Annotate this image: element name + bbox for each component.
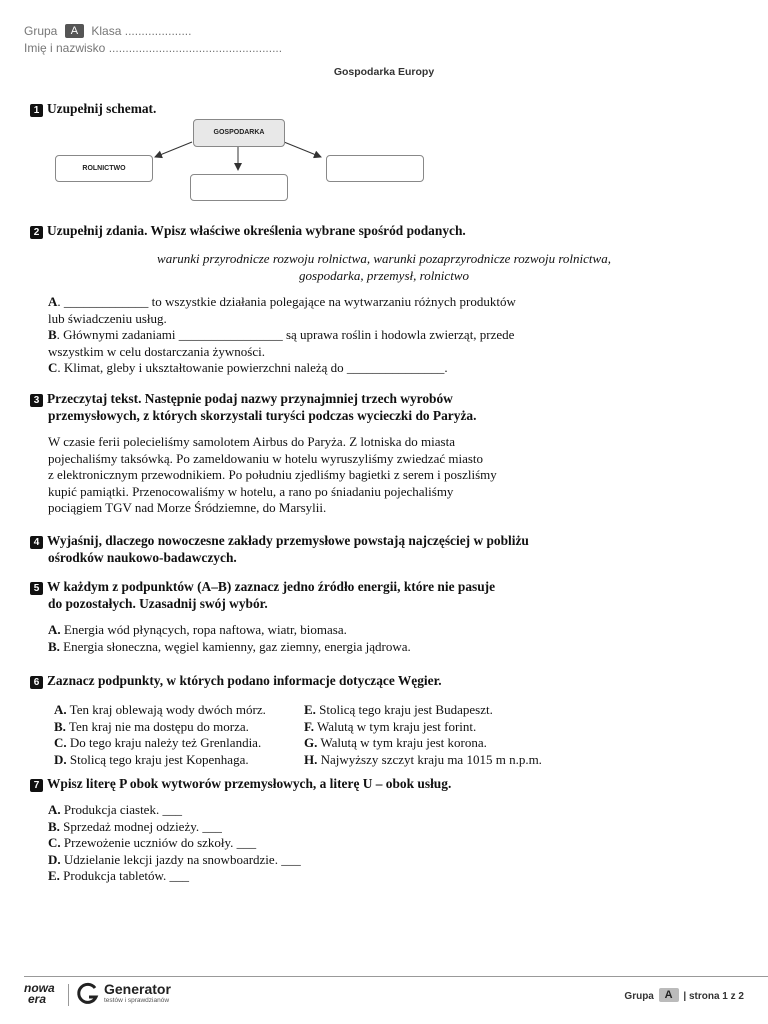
item-text: Walutą w tym kraju jest korona. [317, 735, 487, 750]
item-label: C. [48, 835, 61, 850]
generator-text: Generator [104, 981, 171, 997]
q6-right-column [304, 702, 542, 768]
item-label: E. [304, 702, 316, 717]
question-2 [30, 222, 466, 239]
item-text: Produkcja ciastek. ___ [60, 802, 182, 817]
question-7 [30, 775, 451, 792]
item-a-text: Energia wód płynących, ropa naftowa, wiatr, biomasa. [60, 622, 347, 637]
footer-group-badge: A [659, 988, 679, 1002]
item-label: B. [48, 818, 60, 834]
question-text-line-2: przemysłowych, z których skorzystali turyści podczas wycieczki do Paryża. [48, 408, 477, 423]
question-text-line-1: Wyjaśnij, dlaczego nowoczesne zakłady przemysłowe powstają najczęściej w pobliżu [47, 533, 529, 548]
question-text: Uzupełnij zdania. Wpisz właściwe określenia wybrane spośród podanych. [47, 223, 466, 238]
footer-divider [24, 976, 768, 977]
page-number: | strona 1 z 2 [683, 991, 744, 1002]
logo-text-2: era [28, 992, 47, 1006]
item-label: D. [48, 851, 61, 867]
item-label: G. [304, 735, 318, 750]
item-text: Stolicą tego kraju jest Kopenhaga. [66, 751, 249, 767]
arrow-left [155, 142, 192, 157]
sentence-c-text: . Klimat, gleby i ukształtowanie powierzchni należą do _______________. [57, 360, 448, 375]
question-4 [30, 532, 529, 566]
item-label: B. [54, 718, 66, 734]
item-label: E. [48, 868, 60, 883]
q3-passage [48, 434, 568, 517]
nowa-era-logo [24, 983, 64, 1005]
q5-items [48, 622, 568, 655]
question-number: 1 [30, 104, 43, 117]
question-number: 6 [30, 676, 43, 689]
sentence-b-label: B [48, 327, 57, 342]
class-dots: .................... [124, 24, 192, 38]
item-text: Sprzedaż modnej odzieży. ___ [59, 818, 222, 834]
word-options [0, 250, 768, 284]
item-label: D. [54, 751, 67, 767]
item-b-label: B. [48, 638, 60, 654]
options-line-2: gospodarka, przemysł, rolnictwo [299, 268, 469, 283]
options-line-1: warunki przyrodnicze rozwoju rolnictwa, warunki pozaprzyrodnicze rozwoju rolnictwa, [157, 251, 611, 266]
sentence-a-text: . _____________ to wszystkie działania polegające na wytwarzaniu różnych produktów [57, 294, 516, 309]
name-label: Imię i nazwisko [24, 41, 106, 55]
question-text-line-1: W każdym z podpunktów (A–B) zaznacz jedno źródło energii, które nie pasuje [47, 579, 496, 594]
passage-line: W czasie ferii polecieliśmy samolotem Airbus do Paryża. Z lotniska do miasta [48, 434, 455, 449]
schema-box-rolnictwo: ROLNICTWO [55, 155, 153, 182]
schema-arrows [0, 0, 768, 220]
item-label: A. [54, 702, 67, 717]
generator-icon [76, 982, 100, 1006]
item-text: Do tego kraju należy też Grenlandia. [66, 735, 262, 750]
logo-text-1: nowa [24, 981, 55, 995]
question-text-line-1: Przeczytaj tekst. Następnie podaj nazwy przynajmniej trzech wyrobów [47, 391, 453, 406]
name-dots: .................................................... [108, 41, 283, 55]
item-text: Ten kraj nie ma dostępu do morza. [65, 718, 249, 734]
item-text: Produkcja tabletów. ___ [59, 868, 190, 883]
question-text-line-2: ośrodków naukowo-badawczych. [48, 550, 237, 565]
sentence-b-text: . Głównymi zadaniami ________________ są uprawa roślin i hodowla zwierząt, przede [56, 327, 515, 342]
sentence-c-label: C [48, 360, 58, 375]
question-5 [30, 578, 495, 612]
schema-box-empty-right[interactable] [326, 155, 424, 182]
question-6 [30, 672, 442, 689]
footer-group-label: Grupa [624, 991, 654, 1002]
q6-left-column [54, 702, 266, 768]
item-label: F. [304, 718, 314, 734]
generator-subtext: testów i sprawdzianów [104, 997, 170, 1004]
page-title: Gospodarka Europy [333, 66, 435, 78]
footer-page-info [624, 988, 744, 1002]
schema-box-gospodarka: GOSPODARKA [193, 119, 285, 147]
generator-logo [104, 982, 171, 1005]
passage-line: kupić pamiątki. Przenocowaliśmy w hotelu, a rano po śniadaniu pojechaliśmy [48, 483, 454, 499]
question-number: 3 [30, 394, 43, 407]
question-text-line-2: do pozostałych. Uzasadnij swój wybór. [48, 596, 268, 611]
item-text: Najwyższy szczyt kraju ma 1015 m n.p.m. [317, 751, 542, 767]
sentence-a-cont: lub świadczeniu usług. [48, 310, 167, 326]
class-label: Klasa [91, 24, 122, 38]
passage-line: pojechaliśmy taksówką. Po zameldowaniu w hotelu wyruszyliśmy zwiedzać miasto [48, 450, 484, 466]
group-badge: A [65, 24, 84, 38]
item-text: Udzielanie lekcji jazdy na snowboardzie. ___ [60, 851, 301, 867]
question-number: 4 [30, 536, 43, 549]
question-number: 5 [30, 582, 43, 595]
item-text: Stolicą tego kraju jest Budapeszt. [315, 702, 493, 717]
item-a-label: A. [48, 622, 61, 637]
item-label: C. [54, 735, 67, 750]
question-number: 7 [30, 779, 43, 792]
question-3 [30, 390, 476, 424]
item-text: Przewożenie uczniów do szkoły. ___ [60, 835, 257, 850]
passage-line: z elektronicznym przewodnikiem. Po południu zjedliśmy bagietki z serem i poszliśmy [48, 467, 497, 482]
arrow-right [284, 142, 321, 157]
question-text: Zaznacz podpunkty, w których podano informacje dotyczące Węgier. [47, 673, 442, 688]
item-label: A. [48, 802, 61, 817]
question-text: Uzupełnij schemat. [47, 101, 157, 116]
schema-box-empty-bottom[interactable] [190, 174, 288, 201]
item-text: Ten kraj oblewają wody dwóch mórz. [66, 702, 266, 717]
item-b-text: Energia słoneczna, węgiel kamienny, gaz ziemny, energia jądrowa. [59, 638, 411, 654]
question-text: Wpisz literę P obok wytworów przemysłowych, a literę U – obok usług. [47, 776, 452, 791]
item-text: Walutą w tym kraju jest forint. [314, 718, 477, 734]
question-number: 2 [30, 226, 43, 239]
sentence-a-label: A [48, 294, 58, 309]
item-label: H. [304, 751, 318, 767]
q7-items [48, 802, 568, 885]
sentence-b-cont: wszystkim w celu dostarczania żywności. [48, 343, 265, 359]
q2-sentences [48, 294, 568, 377]
logo-separator [68, 984, 69, 1006]
group-label: Grupa [24, 24, 58, 38]
passage-line: pociągiem TGV nad Morze Śródziemne, do Marsylii. [48, 500, 327, 515]
